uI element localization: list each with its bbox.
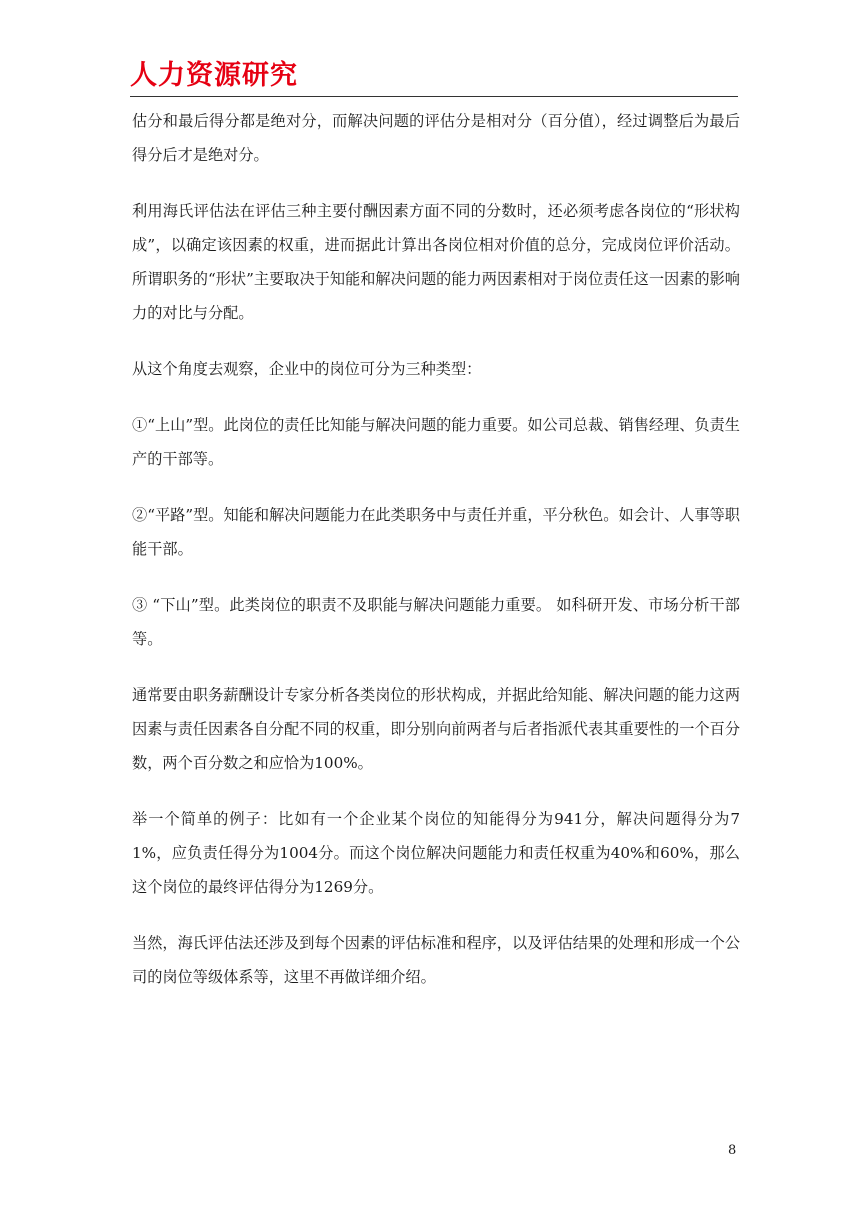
paragraph-9: 当然，海氏评估法还涉及到每个因素的评估标准和程序，以及评估结果的处理和形成一个公司的岗位等级体系等，这里不再做详细介绍。 — [132, 934, 740, 986]
paragraph-6: ③ “下山”型。此类岗位的职责不及职能与解决问题能力重要。 如科研开发、市场分析干部等。 — [132, 596, 740, 648]
paragraph-1: 估分和最后得分都是绝对分，而解决问题的评估分是相对分（百分值），经过调整后为最后得分后才是绝对分。 — [132, 112, 740, 164]
paragraph-2: 利用海氏评估法在评估三种主要付酬因素方面不同的分数时，还必须考虑各岗位的“形状构成”，以确定该因素的权重，进而据此计算出各岗位相对价值的总分，完成岗位评价活动。所谓职务的“形状”主要取决于知能和解决问题的能力两因素相对于岗位责任这一因素的影响力的对比与分配。 — [132, 202, 740, 322]
paragraph-7: 通常要由职务薪酬设计专家分析各类岗位的形状构成，并据此给知能、解决问题的能力这两因素与责任因素各自分配不同的权重，即分别向前两者与后者指派代表其重要性的一个百分数，两个百分数之和应恰为100%。 — [132, 686, 740, 772]
paragraph-3: 从这个角度去观察，企业中的岗位可分为三种类型： — [132, 360, 482, 378]
header-rule — [130, 96, 738, 97]
paragraph-5: ②“平路”型。知能和解决问题能力在此类职务中与责任并重，平分秋色。如会计、人事等职能干部。 — [132, 506, 740, 558]
page-number: 8 — [728, 1143, 737, 1158]
paragraph-4: ①“上山”型。此岗位的责任比知能与解决问题的能力重要。如公司总裁、销售经理、负责生产的干部等。 — [132, 416, 740, 468]
body-text — [132, 104, 740, 1016]
header-title: 人力资源研究 — [130, 60, 298, 91]
paragraph-8: 举一个简单的例子：比如有一个企业某个岗位的知能得分为941分，解决问题得分为71%，应负责任得分为1004分。而这个岗位解决问题能力和责任权重为40%和60%，那么这个岗位的最终评估得分为1269分。 — [132, 810, 740, 896]
